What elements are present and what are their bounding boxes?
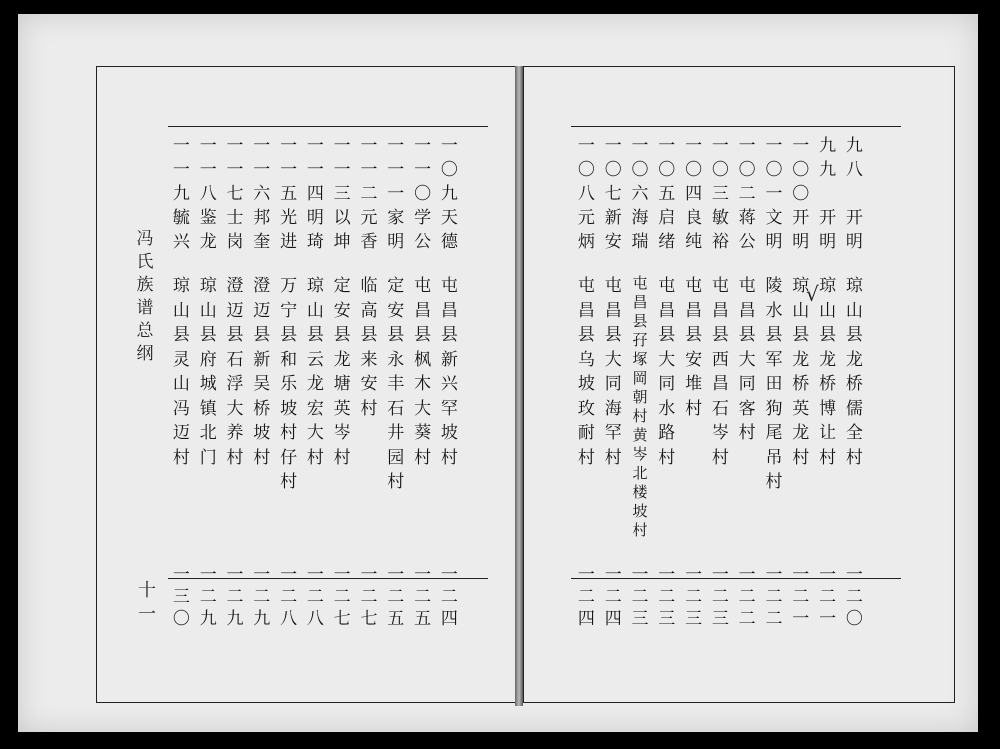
book-title: 冯氏族谱 总纲 — [136, 229, 154, 364]
cell-place: 琼 山 县 龙 桥 英 龙 村 — [792, 276, 810, 468]
cell-num: 一 一 七 — [226, 136, 244, 204]
cell-num: 一 〇 三 — [711, 136, 729, 204]
cell-page: 一 二 八 — [280, 565, 298, 629]
right-genealogy-table — [573, 134, 868, 630]
cell-page: 一 二 〇 — [845, 565, 863, 629]
cell-place: 琼 山 县 府 城 镇 北 门 — [199, 276, 217, 468]
cell-name: 良 纯 — [685, 208, 703, 252]
cell-num: 一 一 三 — [333, 136, 351, 204]
top-rule-right — [571, 126, 901, 127]
cell-place: 陵 水 县 军 田 狗 尾 吊 村 — [765, 276, 783, 492]
cell-num: 一 一 八 — [199, 136, 217, 204]
cell-page: 一 二 三 — [711, 565, 729, 629]
top-rule-left — [168, 126, 488, 127]
cell-page: 一 二 九 — [199, 565, 217, 629]
page-number: 十一 — [138, 580, 156, 625]
cell-name: 开 明 — [819, 208, 837, 252]
page-ref-row — [168, 564, 463, 630]
cell-place: 万 宁 县 和 乐 坡 村 仔 村 — [280, 276, 298, 492]
cell-place: 屯 昌 县 孖 塚 岡 朝 村 黄 岑 北 楼 坡 村 — [632, 274, 648, 539]
cell-num: 一 一 五 — [280, 136, 298, 204]
cell-page: 一 二 五 — [414, 565, 432, 629]
cell-name: 天 德 — [440, 208, 458, 252]
cell-name: 蒋 公 — [738, 208, 756, 252]
cell-num: 一 〇 四 — [685, 136, 703, 204]
cell-page: 一 二 二 — [765, 565, 783, 629]
ancestor-name-row — [168, 206, 463, 274]
cell-num: 一 〇 九 — [440, 136, 458, 204]
cell-place: 屯 昌 县 大 同 客 村 — [738, 276, 756, 443]
cell-place: 屯 昌 县 大 同 水 路 村 — [658, 276, 676, 468]
cell-place: 屯 昌 县 大 同 海 罕 村 — [604, 276, 622, 468]
cell-page: 一 二 三 — [631, 565, 649, 629]
cell-place: 临 高 县 来 安 村 — [360, 276, 378, 419]
cell-name: 文 明 — [765, 208, 783, 252]
cell-place: 屯 昌 县 枫 木 大 葵 村 — [414, 276, 432, 468]
cell-page: 一 二 七 — [360, 565, 378, 629]
cell-name: 敏 裕 — [711, 208, 729, 252]
cell-num: 一 一 一 — [387, 136, 405, 204]
cell-name: 家 明 — [387, 208, 405, 252]
cell-name: 海 瑞 — [631, 208, 649, 252]
cell-name: 开 明 — [845, 208, 863, 252]
cell-num: 一 一 九 — [172, 136, 190, 204]
cell-num: 一 〇 五 — [658, 136, 676, 204]
cell-name: 元 炳 — [577, 208, 595, 252]
cell-name: 启 绪 — [658, 208, 676, 252]
ancestor-name-row — [573, 206, 868, 274]
cell-name: 明 琦 — [306, 208, 324, 252]
cell-num: 一 〇 一 — [765, 136, 783, 204]
cell-page: 一 二 四 — [577, 565, 595, 629]
cell-place: 琼 山 县 灵 山 冯 迈 村 — [172, 276, 190, 468]
generation-number-row — [168, 134, 463, 206]
cell-name: 士 岗 — [226, 208, 244, 252]
cell-page: 一 二 九 — [253, 565, 271, 629]
cell-name: 邦 奎 — [253, 208, 271, 252]
cell-place: 屯 昌 县 新 兴 罕 坡 村 — [440, 276, 458, 468]
cell-num: 一 〇 二 — [738, 136, 756, 204]
cell-name: 光 进 — [280, 208, 298, 252]
cell-num: 一 〇 八 — [577, 136, 595, 204]
cell-name: 开 明 — [792, 208, 810, 252]
cell-place: 定 安 县 永 丰 石 井 园 村 — [387, 276, 405, 492]
cell-page: 一 二 二 — [738, 565, 756, 629]
cell-page: 一 二 九 — [226, 565, 244, 629]
residence-row — [573, 274, 868, 564]
page-ref-row — [573, 564, 868, 630]
generation-number-row — [573, 134, 868, 206]
cell-page: 一 二 五 — [387, 565, 405, 629]
cell-name: 学 公 — [414, 208, 432, 252]
cell-num: 一 一 四 — [306, 136, 324, 204]
cell-name: 新 安 — [604, 208, 622, 252]
cell-num: 一 〇 〇 — [792, 136, 810, 204]
cell-num: 一 一 〇 — [414, 136, 432, 204]
book-gutter — [515, 66, 523, 706]
cell-name: 以 坤 — [333, 208, 351, 252]
cell-page: 一 二 三 — [685, 565, 703, 629]
cell-num: 一 〇 六 — [631, 136, 649, 204]
cell-page: 一 二 四 — [604, 565, 622, 629]
cell-name: 元 香 — [360, 208, 378, 252]
cell-num: 一 一 二 — [360, 136, 378, 204]
left-genealogy-table — [168, 134, 463, 630]
cell-place: 琼 山 县 云 龙 宏 大 村 — [306, 276, 324, 468]
cell-num: 九 八 — [845, 136, 863, 180]
cell-page: 一 三 〇 — [172, 565, 190, 629]
cell-page: 一 二 一 — [819, 565, 837, 629]
cell-place: 琼 山 县 龙 桥 博 让 村 — [819, 276, 837, 468]
cell-page: 一 二 七 — [333, 565, 351, 629]
residence-row — [168, 274, 463, 564]
cell-place: 澄 迈 县 新 吴 桥 坡 村 — [253, 276, 271, 468]
cell-page: 一 二 八 — [306, 565, 324, 629]
cell-name: 毓 兴 — [172, 208, 190, 252]
scanned-page — [18, 14, 978, 732]
cell-name: 鉴 龙 — [199, 208, 217, 252]
cell-place: 琼 山 县 龙 桥 儒 全 村 — [845, 276, 863, 468]
cell-num: 一 一 六 — [253, 136, 271, 204]
cell-page: 一 二 三 — [658, 565, 676, 629]
cell-num: 九 九 — [819, 136, 837, 180]
cell-page: 一 二 四 — [440, 565, 458, 629]
cell-num: 一 〇 七 — [604, 136, 622, 204]
cell-place: 定 安 县 龙 塘 英 岑 村 — [333, 276, 351, 468]
cell-place: 屯 昌 县 西 昌 石 岑 村 — [711, 276, 729, 468]
cell-place: 澄 迈 县 石 浮 大 养 村 — [226, 276, 244, 468]
cell-place: 屯 昌 县 乌 坡 玫 耐 村 — [577, 276, 595, 468]
cell-page: 一 二 一 — [792, 565, 810, 629]
check-mark: √ — [806, 282, 819, 306]
cell-place: 屯 昌 县 安 堆 村 — [685, 276, 703, 419]
